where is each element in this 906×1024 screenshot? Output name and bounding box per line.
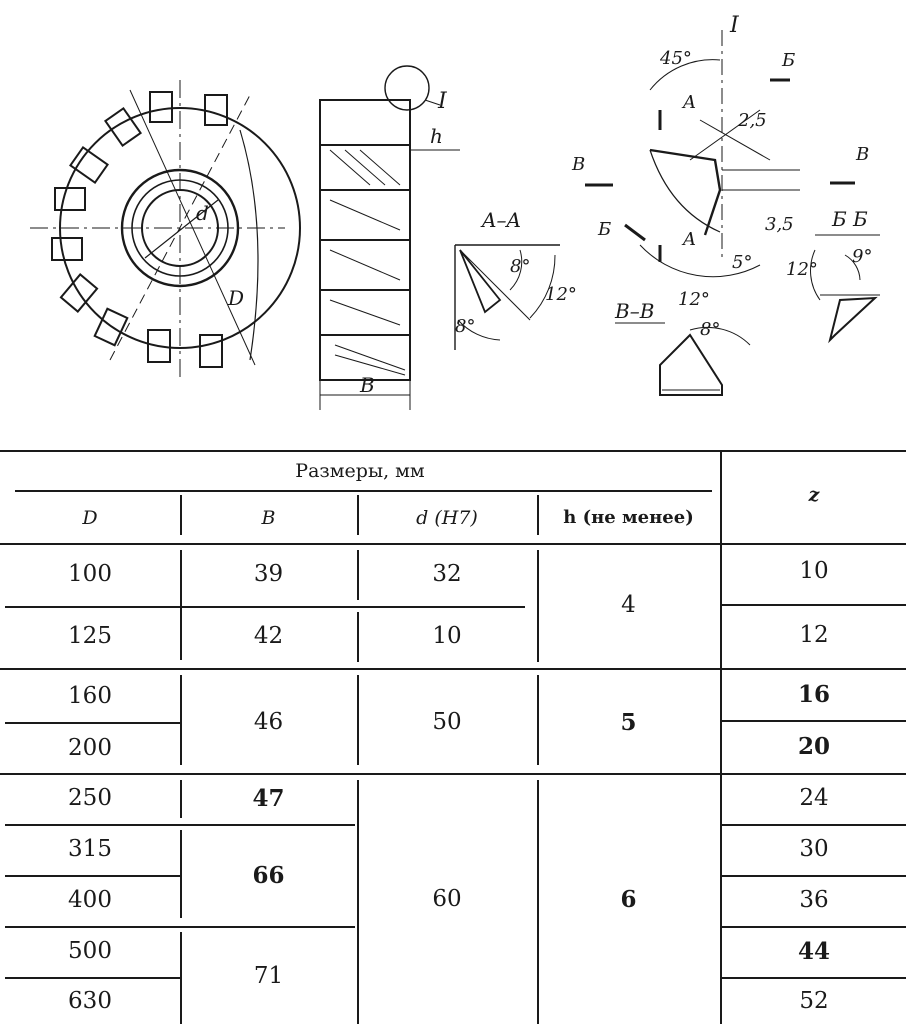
cell-d-50: 50: [432, 709, 462, 735]
header-D: D: [82, 506, 98, 529]
label-angle-8b: 8°: [455, 316, 476, 337]
cell-B-47: 47: [252, 784, 285, 812]
cell-z-16: 16: [797, 680, 830, 708]
label-angle-12b: 12°: [678, 289, 710, 310]
cell-D-100: 100: [68, 561, 112, 587]
label-D: D: [228, 286, 245, 310]
header-B: B: [261, 506, 276, 529]
cell-z-44: 44: [797, 937, 830, 965]
label-detail-i-top: I: [730, 13, 739, 38]
label-B: B: [360, 373, 375, 397]
cell-D-315: 315: [68, 836, 112, 862]
cell-B-71: 71: [253, 962, 284, 989]
cell-d-60: 60: [432, 886, 462, 912]
label-angle-5: 5°: [732, 252, 753, 273]
label-cut-v1: В: [572, 154, 586, 175]
cell-z-52: 52: [799, 988, 829, 1014]
dimensions-table: [0, 440, 906, 1024]
header-d: d (H7): [416, 506, 478, 529]
label-cut-a1: A: [683, 92, 696, 113]
cutter-front-view: [30, 80, 300, 380]
label-cut-v2: В: [856, 144, 870, 165]
label-cut-b1: Б: [782, 50, 796, 71]
section-vv-view: [615, 323, 750, 395]
cell-D-125: 125: [68, 623, 112, 649]
cell-B-46: 46: [253, 709, 284, 735]
cell-h-6: 6: [620, 885, 637, 913]
label-cut-b2: Б: [598, 219, 612, 240]
header-group: Размеры, мм: [295, 460, 425, 482]
cell-B-39: 39: [253, 561, 284, 587]
label-section-vv: В–В: [615, 299, 655, 323]
cell-z-30: 30: [799, 836, 829, 862]
cell-d-32: 32: [432, 561, 462, 587]
section-hatching: [330, 150, 405, 375]
label-angle-8a: 8°: [510, 256, 531, 277]
header-z: z: [808, 484, 820, 506]
cell-D-160: 160: [68, 683, 112, 709]
label-detail-i: I: [438, 89, 447, 114]
label-angle-8c: 8°: [700, 319, 721, 340]
cell-z-12: 12: [799, 622, 829, 648]
label-h: h: [430, 124, 443, 148]
label-cut-a2: A: [683, 229, 696, 250]
cutter-side-view: [320, 66, 460, 410]
header-h: h (не менее): [563, 507, 694, 528]
label-angle-45: 45°: [660, 48, 692, 69]
cell-z-10: 10: [799, 558, 829, 584]
cell-D-250: 250: [68, 785, 112, 811]
label-d: d: [196, 201, 209, 225]
cell-B-66: 66: [252, 861, 285, 889]
cell-D-200: 200: [68, 735, 112, 761]
label-dim-2-5: 2,5: [738, 110, 767, 131]
cell-z-20: 20: [797, 732, 830, 760]
cell-d-10: 10: [432, 623, 462, 649]
cell-h-4: 4: [621, 592, 636, 618]
label-section-aa: A–A: [482, 208, 521, 232]
cell-B-42: 42: [253, 623, 284, 649]
label-angle-12a: 12°: [545, 284, 577, 305]
cell-h-5: 5: [620, 708, 637, 736]
cutter-drawing: [0, 0, 906, 430]
label-angle-9: 9°: [852, 246, 873, 267]
label-angle-12c: 12°: [786, 259, 818, 280]
cell-z-36: 36: [799, 887, 829, 913]
cell-D-630: 630: [68, 988, 112, 1014]
cell-D-400: 400: [68, 887, 112, 913]
label-dim-3-5: 3,5: [765, 214, 794, 235]
cutter-teeth: [52, 92, 227, 367]
label-section-bb: Б Б: [832, 207, 868, 231]
cell-z-24: 24: [799, 785, 829, 811]
cell-D-500: 500: [68, 938, 112, 964]
